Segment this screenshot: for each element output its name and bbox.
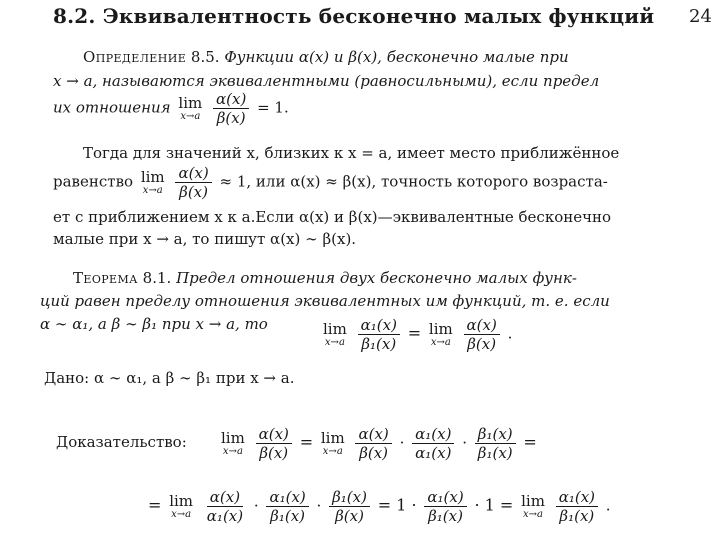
limit-operator: lim x→a xyxy=(221,429,245,457)
approx-line-1: Тогда для значений x, близких к x = a, имеет место приближённое xyxy=(83,144,620,162)
limit-operator: lim x→a xyxy=(521,492,545,520)
theorem-formula: lim x→a $\frac{\text{α₁(x)}}{\text{β₁(x)}}$ = lim x→a $\frac{\alpha(x)}{\beta(x)}$ . xyxy=(323,316,513,353)
proof-label: Доказательство: xyxy=(56,433,187,451)
fraction: $\frac{\alpha(x)}{\text{α₁(x)}}$ xyxy=(206,488,244,525)
limit-operator: lim x→a xyxy=(428,320,453,348)
given-line: Дано: α ∼ α₁, а β ∼ β₁ при x → a. xyxy=(44,369,295,387)
definition-line-3-prefix: их отношения xyxy=(53,98,171,117)
theorem-line-2: ций равен пределу отношения эквивалентных им функций, т. е. если xyxy=(40,292,610,310)
fraction: $\frac{\text{α₁(x)}}{\text{β₁(x)}}$ xyxy=(358,316,400,353)
section-title: 8.2. Эквивалентность бесконечно малых функций xyxy=(53,4,655,28)
approx-suffix: ≈ 1, или α(x) ≈ β(x), точность которого возраста- xyxy=(219,172,608,191)
limit-operator: lim x→a xyxy=(320,429,345,457)
approx-prefix: равенство xyxy=(53,172,134,191)
limit-operator: lim x→a xyxy=(169,492,194,520)
fraction: $\frac{\alpha(x)}{\beta(x)}$ xyxy=(464,316,500,353)
fraction: $\frac{\text{β₁(x)}}{\text{β₁(x)}}$ xyxy=(475,425,516,462)
limit-operator: lim x→a xyxy=(140,168,165,196)
definition-equals: = 1. xyxy=(257,98,289,117)
fraction: $\frac{\alpha(x)}{\beta(x)}$ xyxy=(355,425,391,462)
fraction: $\frac{\text{α₁(x)}}{\text{β₁(x)}}$ xyxy=(424,488,466,525)
theorem-label: Теорема xyxy=(73,269,138,287)
approx-line-3: ет с приближением x к a.Если α(x) и β(x)—эквивалентные бесконечно xyxy=(53,208,612,226)
fraction: $\frac{\text{α₁(x)}}{\text{β₁(x)}}$ xyxy=(266,488,308,525)
theorem-number: 8.1. xyxy=(142,269,172,287)
fraction: $\frac{\alpha(x)}{\beta(x)}$ xyxy=(175,164,211,201)
theorem-line-3: α ∼ α₁, а β ∼ β₁ при x → a, то xyxy=(40,315,268,333)
definition-line-2: x → a, называются эквивалентными (равносильными), если предел xyxy=(53,72,600,90)
definition-text: Функции α(x) и β(x), бесконечно малые при xyxy=(224,48,569,66)
theorem-line-1 xyxy=(73,268,577,288)
definition-number: 8.5. xyxy=(190,48,220,66)
definition-line-3 xyxy=(53,90,289,127)
fraction: $\frac{\text{α₁(x)}}{\text{α₁(x)}}$ xyxy=(412,425,454,462)
definition-label: Определение xyxy=(83,48,187,66)
page-number: 24 xyxy=(689,6,712,27)
fraction: $\frac{\alpha(x)}{\beta(x)}$ xyxy=(213,90,249,127)
theorem-text: Предел отношения двух бесконечно малых функ- xyxy=(176,269,577,287)
fraction: $\frac{\alpha(x)}{\beta(x)}$ xyxy=(256,425,292,462)
approx-line-4: малые при x → a, то пишут α(x) ∼ β(x). xyxy=(53,230,357,248)
fraction: $\frac{\text{β₁(x)}}{\beta(x)}$ xyxy=(329,488,370,525)
approx-line-2 xyxy=(53,164,608,201)
definition-line-1 xyxy=(83,47,569,67)
proof-row-2: = lim x→a $\frac{\alpha(x)}{\text{α₁(x)}}$ · $\frac{\text{α₁(x)}}{\text{β₁(x)}}$ · $\frac{\text{β₁(x)}}{\beta(x)}$ = 1 · $\frac{\text{α₁(x)}}{\text{β₁(x)}}$ · 1 = lim x→a $\frac{\text{α₁(x)}}{\text{β₁(x)}}$ . xyxy=(148,488,611,525)
limit-operator: lim x→a xyxy=(323,320,347,348)
fraction: $\frac{\text{α₁(x)}}{\text{β₁(x)}}$ xyxy=(556,488,598,525)
proof-row-1: lim x→a $\frac{\alpha(x)}{\beta(x)}$ = lim x→a $\frac{\alpha(x)}{\beta(x)}$ · $\frac{\text{α₁(x)}}{\text{α₁(x)}}$ · $\frac{\text{β₁(x)}}{\text{β₁(x)}}$ = xyxy=(221,425,537,462)
limit-operator: lim x→a xyxy=(178,94,203,122)
